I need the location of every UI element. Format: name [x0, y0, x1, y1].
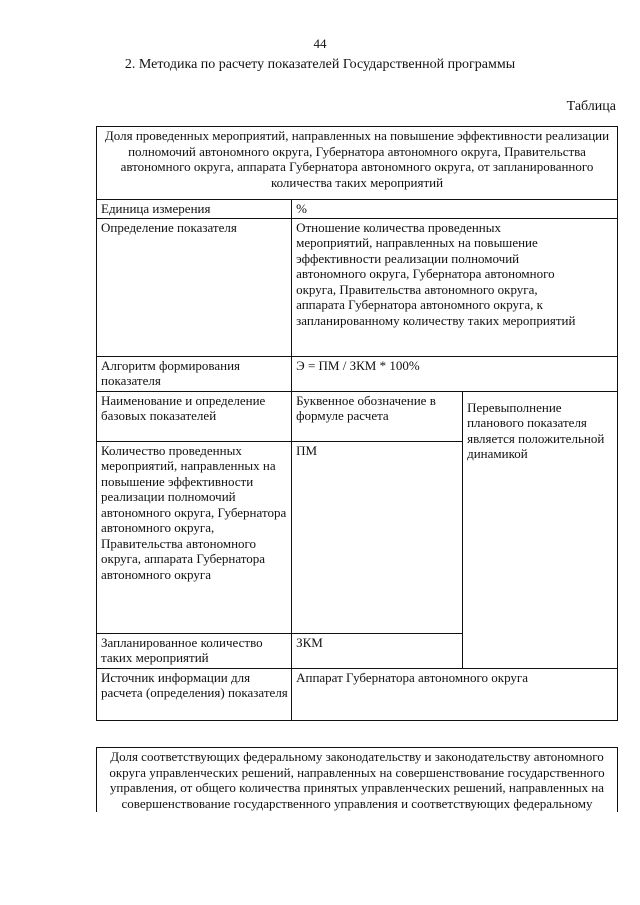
unit-label: Единица измерения — [97, 200, 292, 219]
source-value: Аппарат Губернатора автономного округа — [292, 668, 618, 720]
algorithm-label: Алгоритм формирования показателя — [97, 356, 292, 391]
table-row — [97, 218, 618, 356]
conducted-events-label: Количество проведенных мероприятий, направленных на повышение эффективности реализации полномочий автономного округа, Губернатора автономного округа, Правительства автономного округа, аппарата Губернатора автономного округа — [97, 441, 292, 633]
conducted-events-symbol: ПМ — [292, 441, 463, 633]
indicator2-title-row — [97, 748, 618, 813]
indicator-title-row — [97, 127, 618, 200]
planned-events-symbol: ЗКМ — [292, 633, 463, 668]
base-indicators-label: Наименование и определение базовых показателей — [97, 391, 292, 441]
table-row — [97, 391, 618, 441]
unit-value: % — [292, 200, 618, 219]
table-caption: Таблица — [566, 99, 616, 114]
letter-designation-header: Буквенное обозначение в формуле расчета — [292, 391, 463, 441]
indicator2-title: Доля соответствующих федеральному законодательству и законодательству автономного округа управленческих решений, направленных на совершенствование государственного управления, от общего количества принятых управленческих решений, направленных на совершенствование государственного управления и соответствующих федеральному — [97, 748, 618, 813]
table-row — [97, 356, 618, 391]
planned-events-label: Запланированное количество таких мероприятий — [97, 633, 292, 668]
section-title: 2. Методика по расчету показателей Государственной программы — [124, 57, 516, 72]
table-row — [97, 200, 618, 219]
table-row — [97, 668, 618, 720]
indicator2-table — [96, 747, 618, 812]
definition-label: Определение показателя — [97, 218, 292, 356]
definition-value: Отношение количества проведенных мероприятий, направленных на повышение эффективности реализации полномочий автономного округа, Губернатора автономного округа, Правительства автономного округа, аппарата Губернатора автономного округа, к запланированному количеству таких мероприятий — [292, 218, 618, 356]
source-label: Источник информации для расчета (определения) показателя — [97, 668, 292, 720]
indicator-title: Доля проведенных мероприятий, направленных на повышение эффективности реализации полномочий автономного округа, Губернатора автономного округа, Правительства автономного округа, аппарата Губернатора автономного округа, от запланированного количества таких мероприятий — [97, 127, 618, 200]
page-number: 44 — [313, 36, 327, 51]
algorithm-formula: Э = ПМ / ЗКМ * 100% — [292, 356, 618, 391]
overfulfillment-note: Перевыполнение планового показателя является положительной динамикой — [463, 391, 618, 668]
indicator-table — [96, 126, 618, 721]
